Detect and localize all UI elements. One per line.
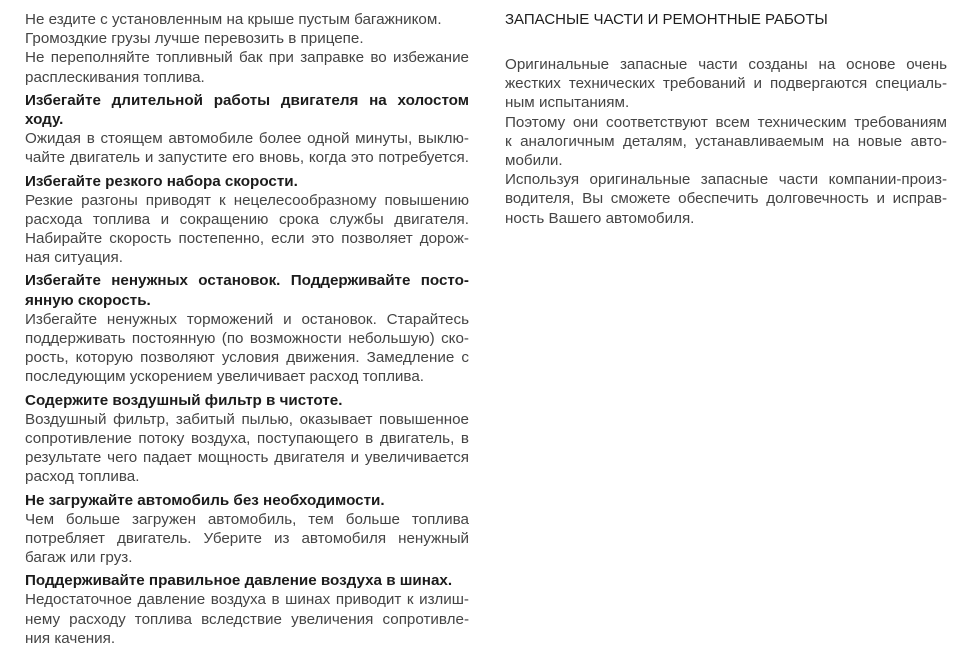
- section-constant-speed: [25, 271, 469, 386]
- section-heading: Поддерживайте правильное давление воздуха в шинах.: [25, 572, 453, 590]
- text-line: Избегайте ненужных торможений и остановок. Старайтесь: [25, 310, 469, 328]
- text-line: Не ездите с установленным на крыше пустым багажником.: [25, 11, 442, 28]
- text-line: результате чего падает мощность двигателя и увеличивается: [25, 449, 469, 467]
- section-idle-engine: [25, 91, 469, 168]
- text-line: жестких технических требований и подвергаются специаль-: [505, 75, 947, 93]
- text-line: нему расходу топлива вследствие увеличения сопротивле-: [25, 610, 469, 628]
- text-line: ная ситуация.: [25, 249, 123, 267]
- text-line: сопротивление потоку воздуха, поступающего в двигатель, в: [25, 429, 469, 447]
- section-heading: Содержите воздушный фильтр в чистоте.: [25, 391, 343, 409]
- text-line: водителя, Вы сможете обеспечить долговечность и исправ-: [505, 190, 947, 208]
- text-line: Не переполняйте топливный бак при заправке во избежание: [25, 49, 469, 67]
- section-acceleration: [25, 172, 469, 268]
- text-line: Оригинальные запасные части созданы на основе очень: [505, 56, 947, 73]
- right-column: [505, 10, 947, 228]
- text-line: мобили.: [505, 151, 563, 169]
- text-line: последующим ускорением увеличивает расход топлива.: [25, 368, 424, 386]
- text-line: поддерживать постоянную (по возможности небольшую) ско-: [25, 330, 469, 347]
- text-line: расплескивания топлива.: [25, 68, 205, 86]
- section-air-filter: [25, 391, 469, 487]
- section-tire-pressure: [25, 571, 469, 648]
- spare-parts-paragraph: [505, 55, 947, 228]
- text-line: чайте двигатель и запустите его вновь, когда это потребуется.: [25, 149, 469, 167]
- text-line: к аналогичным деталям, устанавливаемым на новые авто-: [505, 132, 947, 150]
- text-line: Резкие разгоны приводят к нецелесообразному повышению: [25, 191, 469, 209]
- section-load: [25, 491, 469, 568]
- text-line: Недостаточное давление воздуха в шинах приводит к излиш-: [25, 591, 469, 609]
- text-line: ния качения.: [25, 629, 116, 647]
- section-heading: Избегайте резкого набора скорости.: [25, 172, 298, 190]
- text-line: Набирайте скорость постепенно, если это позволяет дорож-: [25, 230, 469, 248]
- text-line: Воздушный фильтр, забитый пылью, оказывает повышенное: [25, 410, 469, 428]
- section-heading: янную скорость.: [25, 291, 151, 309]
- section-title: ЗАПАСНЫЕ ЧАСТИ И РЕМОНТНЫЕ РАБОТЫ: [505, 11, 828, 28]
- section-heading: Избегайте ненужных остановок. Поддерживайте посто-: [25, 272, 469, 290]
- text-line: ность Вашего автомобиля.: [505, 209, 695, 227]
- text-line: расхода топлива и сокращению срока службы двигателя.: [25, 210, 469, 228]
- section-heading: Избегайте длительной работы двигателя на холостом: [25, 91, 469, 109]
- text-line: багаж или груз.: [25, 549, 133, 567]
- text-line: рость, которую позволяют условия движения. Замедление с: [25, 349, 469, 367]
- section-heading: Не загружайте автомобиль без необходимости.: [25, 491, 385, 509]
- intro-paragraph: [25, 10, 469, 87]
- left-column: [25, 10, 469, 648]
- text-line: ным испытаниям.: [505, 94, 630, 112]
- text-line: Чем больше загружен автомобиль, тем больше топлива: [25, 510, 469, 528]
- text-line: Ожидая в стоящем автомобиле более одной минуты, выклю-: [25, 130, 469, 148]
- text-line: потребляет двигатель. Уберите из автомобиля ненужный: [25, 529, 469, 547]
- section-heading: ходу.: [25, 110, 64, 128]
- text-line: Поэтому они соответствуют всем техническим требованиям: [505, 113, 947, 131]
- text-line: Используя оригинальные запасные части компании-произ-: [505, 171, 947, 189]
- text-line: Громоздкие грузы лучше перевозить в прицепе.: [25, 30, 364, 48]
- text-line: расход топлива.: [25, 468, 140, 486]
